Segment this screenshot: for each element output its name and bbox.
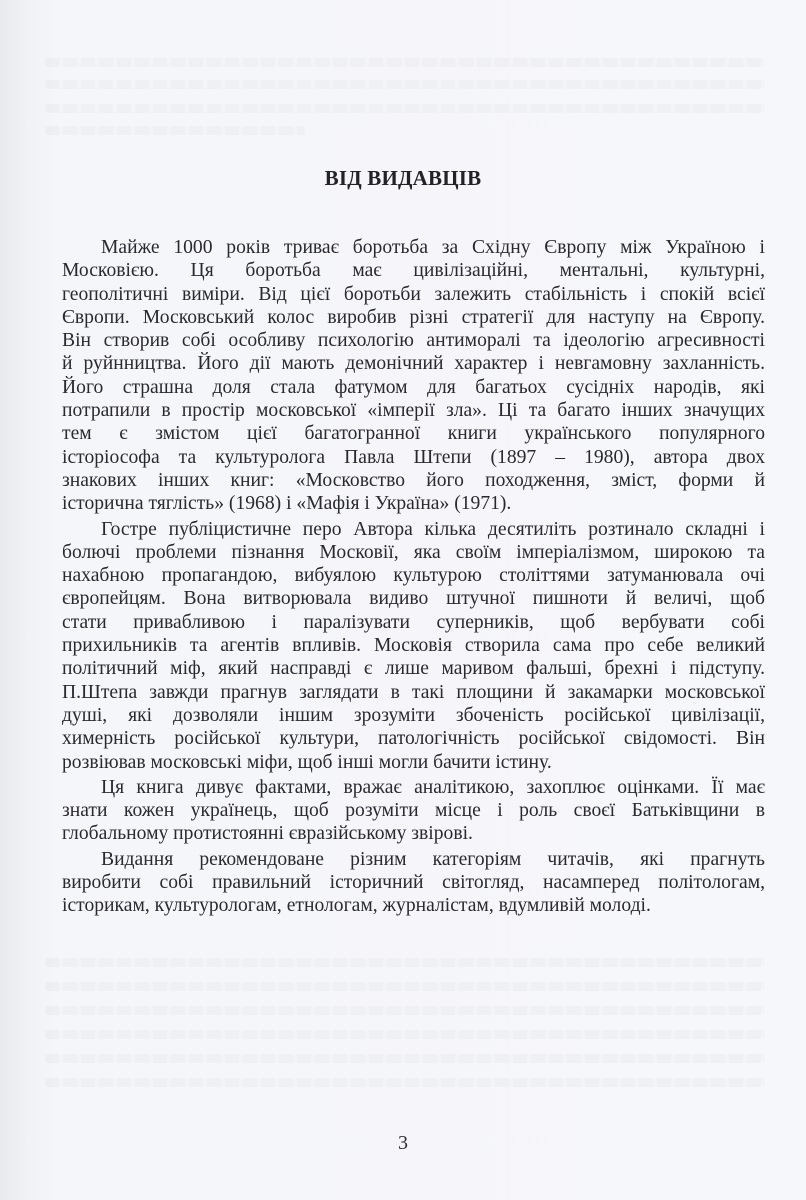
text-line: Видання рекомендоване різним категоріям читачів, які прагнуть (101, 848, 765, 870)
text-line: європейцям. Вона витворювала видиво штучної пишноти й величі, щоб (62, 588, 765, 610)
text-line: Гостре публіцистичне перо Автора кілька десятиліть розтинало складні і (101, 518, 765, 540)
bleed-through-line (45, 958, 765, 967)
text-line: історіософа та культуролога Павла Штепи (1897 – 1980), автора двох (62, 446, 765, 468)
text-line: глобальному протистоянні євразійському звірові. (62, 823, 473, 845)
text-line: Він створив собі особливу психологію антиморалі та ідеологію агресивності (62, 330, 765, 352)
text-line: знати кожен українець, щоб розуміти місце і роль своєї Батьківщини в (62, 800, 765, 822)
text-line: знакових інших книг: «Московство його походження, зміст, форми й (62, 469, 765, 491)
text-line: Ця книга дивує фактами, вражає аналітикою, захоплює оцінками. Її має (101, 776, 765, 798)
paragraph (62, 518, 765, 774)
bleed-through-line (45, 1030, 765, 1039)
text-line: нахабною пропагандою, вибуялою культурою століттями затуманювала очі (62, 565, 765, 587)
page-number: 3 (398, 1132, 408, 1154)
text-line: розвіював московські міфи, щоб інші могли бачити істину. (62, 751, 552, 773)
text-line: історикам, культурологам, етнологам, журналістам, вдумливій молоді. (62, 895, 651, 917)
text-line: Європи. Московський колос виробив різні стратегії для наступу на Європу. (62, 306, 765, 328)
page-title: ВІД ВИДАВЦІВ (324, 166, 482, 190)
text-line: виробити собі правильний історичний світогляд, насамперед політологам, (62, 872, 765, 894)
bleed-through-line (45, 982, 765, 991)
text-line: тем є змістом цієї багатогранної книги українського популярного (62, 423, 765, 445)
text-line: Його страшна доля стала фатумом для багатьох сусідніх народів, які (62, 376, 765, 398)
text-line: політичний міф, який насправді є лише маривом фальші, брехні і підступу. (62, 658, 765, 680)
text-line: П.Штепа завжди прагнув заглядати в такі площини й закамарки московської (62, 681, 765, 703)
bleed-through-line (45, 1006, 765, 1015)
bleed-through-line (45, 58, 765, 67)
paragraph (62, 236, 765, 516)
text-line: й руйнництва. Його дії мають демонічний характер і невгамовну захланність. (62, 353, 765, 375)
text-line: болючі проблеми пізнання Московії, яка своїм імперіалізмом, широкою та (62, 541, 765, 563)
text-line: історична тяглість» (1968) і «Мафія і Україна» (1971). (62, 493, 512, 515)
bleed-through-line (45, 80, 765, 89)
bleed-through-line (45, 126, 305, 135)
paragraph (62, 848, 765, 918)
text-line: химерність російської культури, патологічність російської свідомості. Він (62, 728, 765, 750)
text-line: душі, які дозволяли іншим зрозуміти збоченість російської цивілізації, (62, 704, 765, 726)
paragraph (62, 776, 765, 846)
text-line: Московією. Ця боротьба має цивілізаційні, ментальні, культурні, (62, 260, 765, 282)
bleed-through-line (45, 1078, 765, 1087)
text-line: геополітичні виміри. Від цієї боротьби залежить стабільність і спокій всієї (62, 283, 765, 305)
text-line: прихильників та агентів впливів. Московія створила сама про себе великий (62, 635, 765, 657)
body-text (62, 236, 765, 918)
text-line: стати привабливою і паралізувати суперників, щоб вербувати собі (62, 611, 765, 633)
bleed-through-line (45, 1054, 765, 1063)
text-line: потрапили в простір московської «імперії зла». Ці та багато інших значущих (62, 400, 765, 422)
text-line: Майже 1000 років триває боротьба за Східну Європу між Україною і (101, 237, 765, 258)
bleed-through-line (45, 104, 765, 113)
